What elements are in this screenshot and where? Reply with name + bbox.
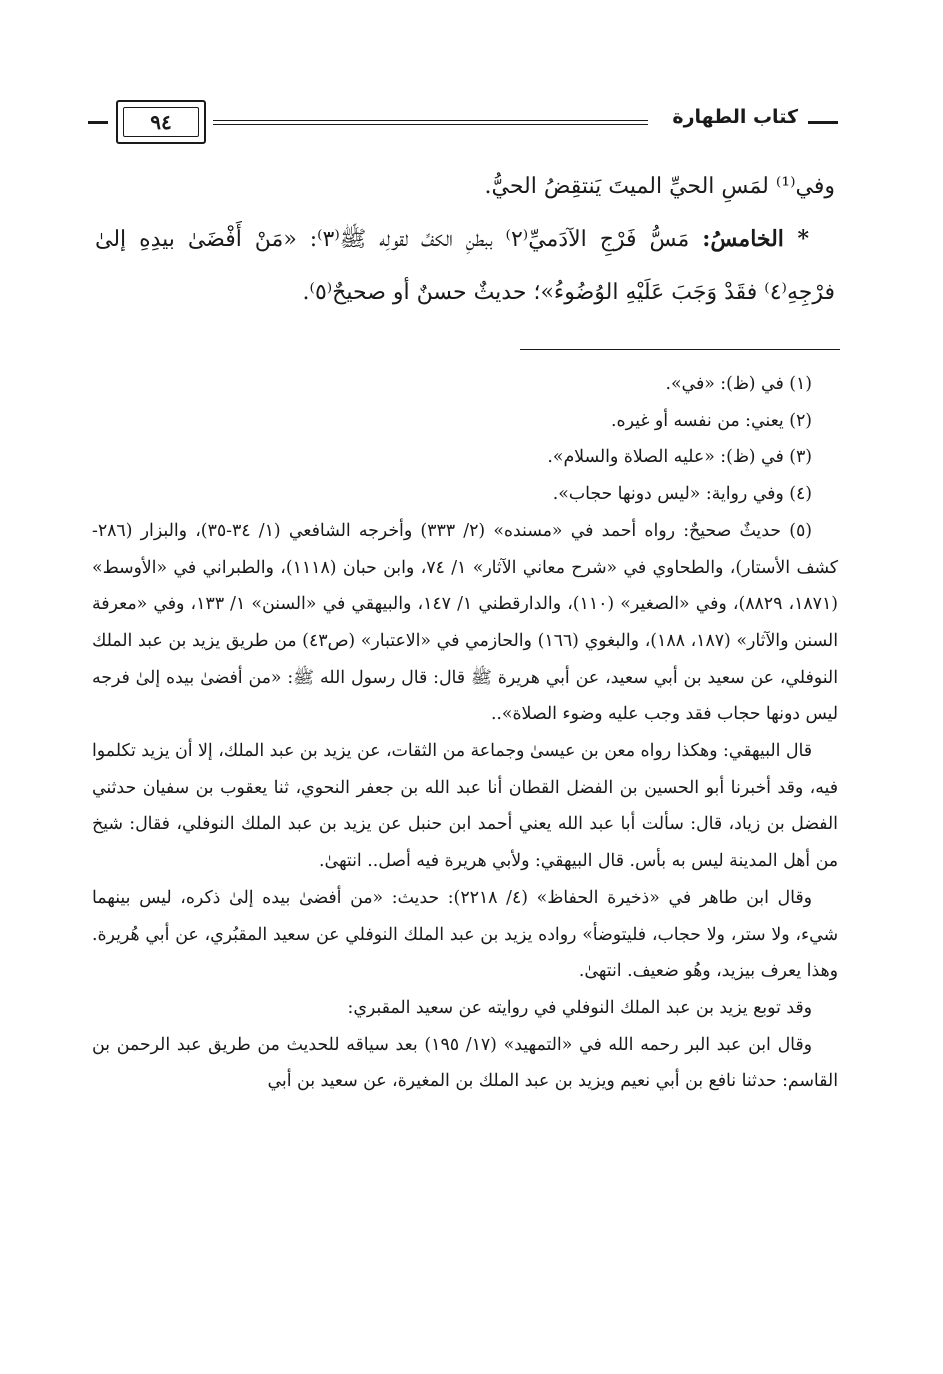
footnote-1: (١) في (ظ): «في». xyxy=(665,374,812,394)
footnote-separator xyxy=(520,349,840,350)
footnote-5-ibn-tahir: وقال ابن طاهر في «ذخيرة الحفاظ» (٤/ ٢٢١٨): حديث: «من أفضىٰ بيده إلىٰ ذكره، ليس بينهما شيء، ولا ستر، ولا حجاب، فليتوضأ» رواده يزيد بن عبد الملك النوفلي عن سعيد المقبُري، عن أبي هُريرة. وهذا يعرف بيزيد، وهُو ضعيف. انتهىٰ. xyxy=(92,887,838,982)
footnote-3: (٣) في (ظ): «عليه الصلاة والسلام». xyxy=(547,447,812,468)
chapter-title: كتاب الطهارة xyxy=(672,106,798,128)
main-paragraph-2 xyxy=(95,213,835,319)
footnote-4: (٤) وفي رواية: «ليس دونها حجاب». xyxy=(552,484,812,505)
header-rule xyxy=(213,120,648,125)
footnotes xyxy=(92,366,838,1100)
running-header xyxy=(88,92,838,158)
main-paragraph-2-text: مَسُّ فَرْجِ الآدَميِّ⁽٢⁾ ببطنِ الكفِّ لقولِه ﷺ⁽٣⁾: «مَنْ أَفْضَىٰ بيدِهِ إلىٰ فرْجِهِ⁽٤⁾ فقَدْ وَجَبَ عَلَيْهِ الوُضُوءُ»؛ حديثٌ حسنٌ أو صحيحٌ⁽٥⁾. xyxy=(95,227,835,305)
page-number: ٩٤ xyxy=(123,107,199,137)
footnote-5: (٥) حديثٌ صحيحٌ: رواه أحمد في «مسنده» (٢/ ٣٣٣) وأخرجه الشافعي (١/ ٣٤-٣٥)، والبزار (٢٨٦- كشف الأستار)، والطحاوي في «شرح معاني الآثار» ١/ ٧٤، وابن حبان (١١١٨)، والطبراني في «الأوسط» (١٨٧١، ٨٨٢٩)، وفي «الصغير» (١١٠)، والدارقطني ١/ ١٤٧، والبيهقي في «السنن» ١/ ١٣٣، وفي «معرفة السنن والآثار» (١٨٧، ١٨٨)، والبغوي (١٦٦) والحازمي في «الاعتبار» (ص٤٣) من طريق يزيد بن عبد الملك النوفلي، عن سعيد بن أبي سعيد، عن أبي هريرة ﷺ قال: قال رسول الله ﷺ: «من أفضىٰ بيده إلىٰ فرجه ليس دونها حجاب فقد وجب عليه وضوء الصلاة».. xyxy=(92,520,838,725)
page-number-box xyxy=(116,100,206,144)
footnote-5-mutaba: وقد توبع يزيد بن عبد الملك النوفلي في روايته عن سعيد المقبري: xyxy=(347,997,812,1018)
main-text xyxy=(95,160,835,319)
header-dash-left xyxy=(88,121,108,124)
main-line-1: وفي⁽¹⁾ لمَسِ الحيِّ الميتَ يَنتقِضُ الحيُّ. xyxy=(484,174,835,199)
section-heading: * الخامسُ: xyxy=(702,226,809,252)
footnote-2: (٢) يعني: من نفسه أو غيره. xyxy=(611,410,812,431)
footnote-5-ibn-abd-al-barr: وقال ابن عبد البر رحمه الله في «التمهيد» (١٧/ ١٩٥) بعد سياقه للحديث من طريق عبد الرحمن بن القاسم: حدثنا نافع بن أبي نعيم ويزيد بن عبد الملك بن المغيرة، عن سعيد بن أبي xyxy=(92,1034,838,1092)
header-dash-right xyxy=(808,121,838,124)
footnote-5-bayhaqi: قال البيهقي: وهكذا رواه معن بن عيسىٰ وجماعة من الثقات، عن يزيد بن عبد الملك، إلا أن يزيد تكلموا فيه، وقد أخبرنا أبو الحسين بن الفضل القطان أنا عبد الله بن جعفر النحوي، ثنا يعقوب بن سفيان حدثني الفضل بن زياد، قال: سألت أبا عبد الله يعني أحمد ابن حنبل عن يزيد بن عبد الملك النوفلي، فقال: شيخ من أهل المدينة ليس به بأس. قال البيهقي: ولأبي هريرة فيه أصل.. انتهىٰ. xyxy=(92,741,838,872)
